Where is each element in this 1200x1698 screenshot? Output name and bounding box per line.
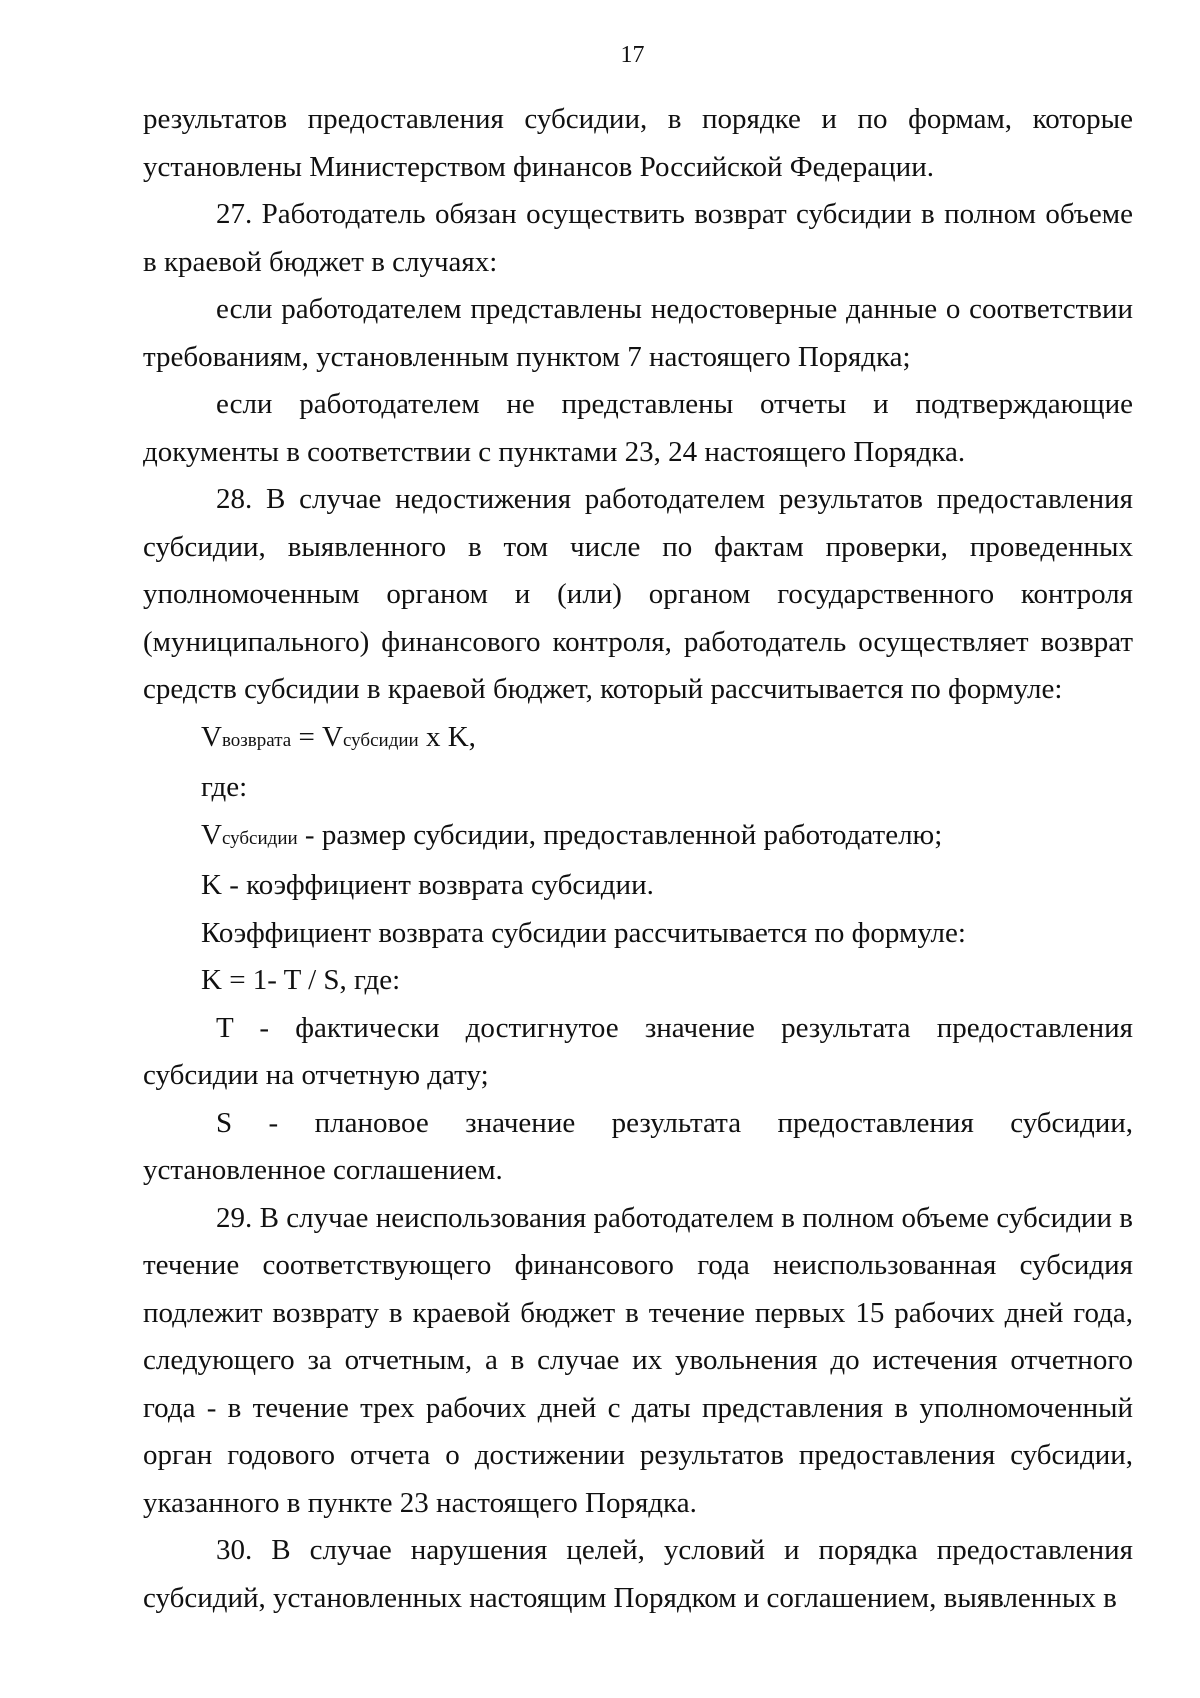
- formula-tail: x K,: [418, 720, 476, 753]
- coefficient-intro: Коэффициент возврата субсидии рассчитывается по формуле:: [201, 916, 966, 949]
- formula-v-return: V: [201, 720, 222, 753]
- formula-sub-subsidy: субсидии: [343, 729, 419, 751]
- definition-v-sub: субсидии: [221, 827, 298, 849]
- return-formula: [143, 714, 1133, 765]
- definition-v: V: [201, 818, 222, 851]
- paragraph-27-case-1: если работодателем представлены недостоверные данные о соответствии требованиям, установленным пунктом 7 настоящего Порядка;: [143, 293, 1133, 373]
- definition-v-text: - размер субсидии, предоставленной работодателю;: [297, 818, 943, 851]
- paragraph-27: 27. Работодатель обязан осуществить возврат субсидии в полном объеме в краевой бюджет в случаях:: [143, 198, 1133, 278]
- paragraph-28: 28. В случае недостижения работодателем результатов предоставления субсидии, выявленного в том числе по фактам проверки, проведенных уполномоченным органом и (или) органом государственного контроля (муниципального) финансового контроля, работодатель осуществляет возврат средств субсидии в краевой бюджет, который рассчитывается по формуле:: [143, 483, 1133, 705]
- definition-v-subsidy: [143, 812, 1133, 863]
- formula-equals: =: [291, 720, 323, 753]
- paragraph-27-case-2: если работодателем не представлены отчеты и подтверждающие документы в соответствии с пунктами 23, 24 настоящего Порядка.: [143, 388, 1133, 468]
- definition-t: T - фактически достигнутое значение результата предоставления субсидии на отчетную дату;: [143, 1011, 1133, 1091]
- definition-k: K - коэффициент возврата субсидии.: [201, 869, 654, 901]
- formula-v-subsidy: V: [322, 720, 343, 753]
- paragraph-29: 29. В случае неиспользования работодателем в полном объеме субсидии в течение соответствующего финансового года неиспользованная субсидия подлежит возврату в краевой бюджет в течение первых 15 рабочих дней года, следующего за отчетным, а в случае их увольнения до истечения отчетного года - в течение трех рабочих дней с даты представления в уполномоченный орган годового отчета о достижении результатов предоставления субсидии, указанного в пункте 23 настоящего Порядка.: [143, 1201, 1133, 1519]
- coefficient-formula: K = 1- T / S, где:: [201, 964, 401, 996]
- paragraph-continuation: результатов предоставления субсидии, в порядке и по формам, которые установлены Министерством финансов Российской Федерации.: [143, 103, 1133, 183]
- where-label: где:: [201, 771, 248, 803]
- page-number: 17: [620, 42, 645, 68]
- paragraph-30: 30. В случае нарушения целей, условий и порядка предоставления субсидий, установленных настоящим Порядком и соглашением, выявленных в: [143, 1534, 1133, 1614]
- definition-s: S - плановое значение результата предоставления субсидии, установленное соглашением.: [143, 1106, 1133, 1186]
- formula-sub-return: возврата: [221, 729, 292, 751]
- document-body: [143, 96, 1133, 1622]
